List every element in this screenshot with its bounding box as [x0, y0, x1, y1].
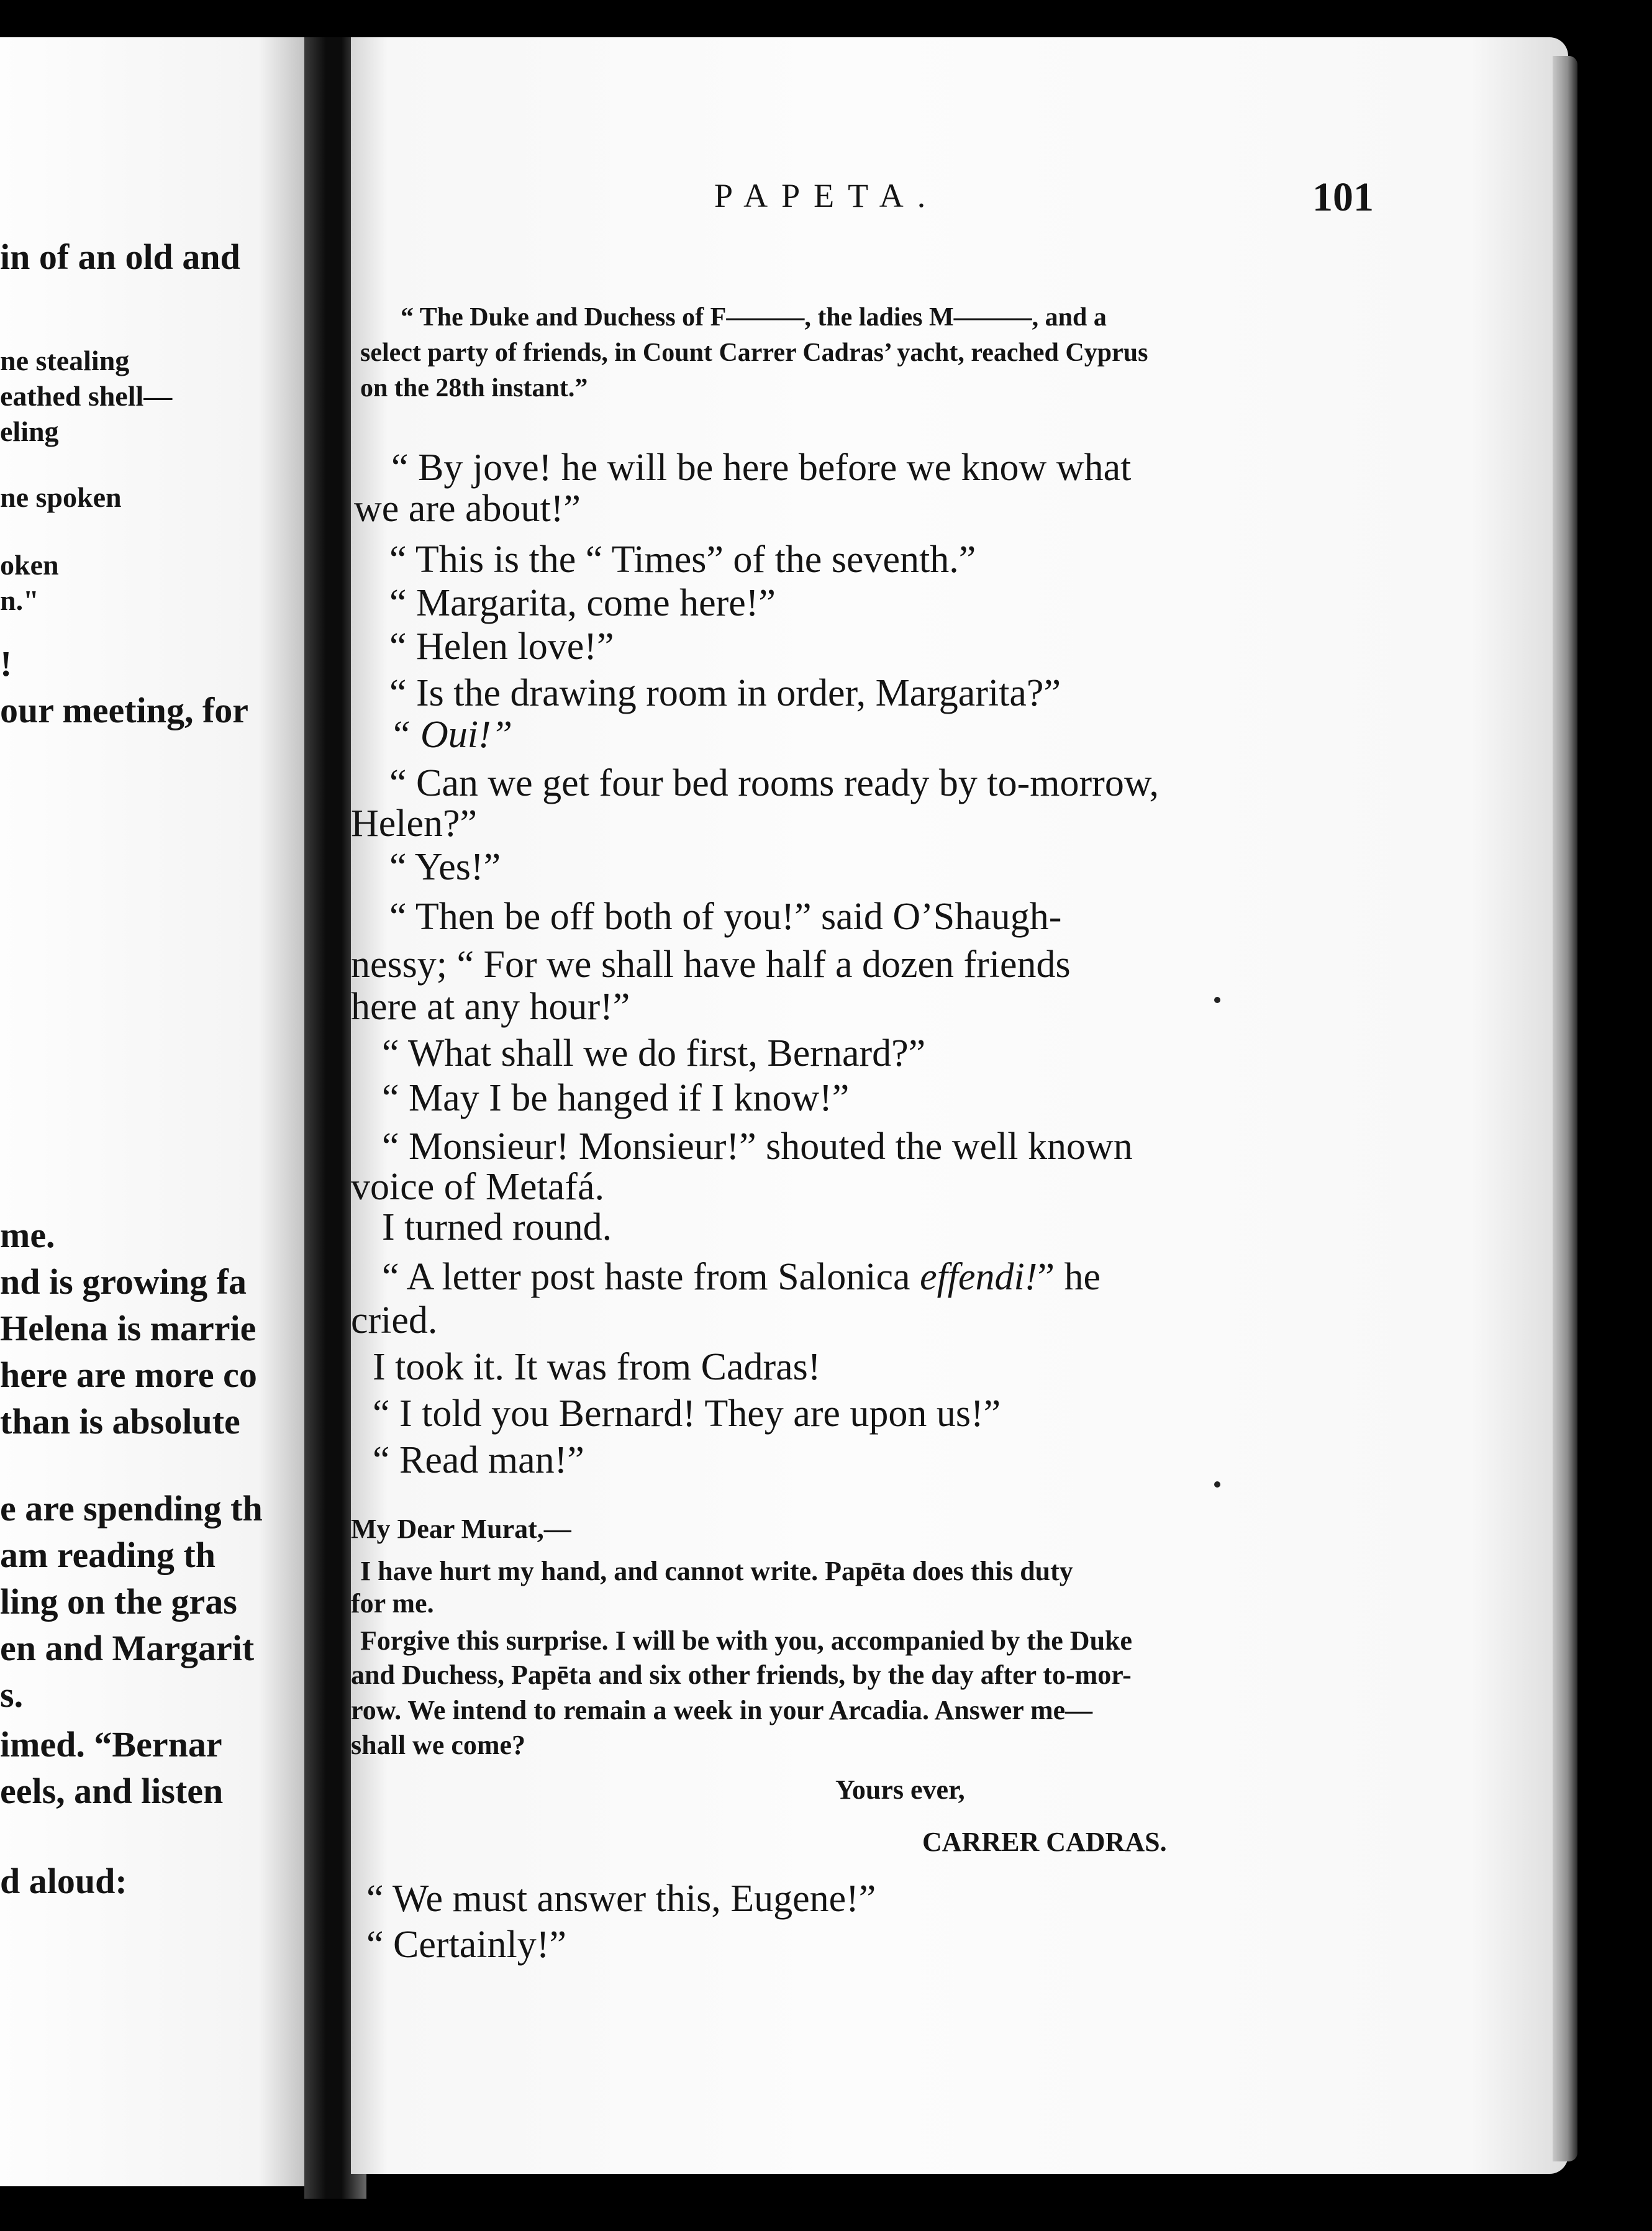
body-line: “ This is the “ Times” of the seventh.” [389, 538, 976, 581]
body-line: “ Yes!” [389, 846, 501, 888]
body-line: “ By jove! he will be here before we know what [391, 447, 1132, 489]
body-line: I turned round. [382, 1206, 612, 1248]
body-line: Helen?” [351, 802, 478, 845]
print-speck [1214, 997, 1220, 1003]
left-line: oken [0, 549, 59, 581]
left-line: eathed shell— [0, 380, 173, 412]
left-line: ! [0, 643, 12, 684]
body-line: “ I told you Bernard! They are upon us!” [373, 1393, 1001, 1435]
body-line: here at any hour!” [351, 986, 630, 1028]
body-line: “ What shall we do first, Bernard?” [382, 1032, 926, 1075]
body-line: “ Can we get four bed rooms ready by to-morrow, [389, 762, 1160, 804]
right-page [351, 37, 1568, 2174]
left-line: Helena is marrie [0, 1308, 256, 1348]
body-line: “ Read man!” [373, 1439, 584, 1481]
left-line: s. [0, 1674, 24, 1715]
letter-closing: Yours ever, [835, 1774, 965, 1805]
body-text: ” he [1037, 1256, 1101, 1298]
body-line: voice of Metafá. [351, 1166, 604, 1208]
left-page [0, 37, 323, 2186]
body-text: “ A letter post haste from Salonica [382, 1256, 910, 1298]
left-line: n." [0, 584, 39, 616]
italic-word: “ Oui!” [389, 714, 513, 756]
left-line: nd is growing fa [0, 1261, 247, 1302]
left-line: d aloud: [0, 1861, 127, 1901]
left-line: imed. “Bernar [0, 1724, 222, 1765]
page-edge [1553, 56, 1577, 2161]
quote-line: select party of friends, in Count Carrer Cadras’ yacht, reached Cyprus [360, 339, 1148, 367]
body-line: “ May I be hanged if I know!” [382, 1077, 850, 1119]
print-speck [1214, 1481, 1220, 1488]
letter-line: Forgive this surprise. I will be with you, accompanied by the Duke [360, 1625, 1133, 1656]
letter-signature: CARRER CADRAS. [922, 1827, 1167, 1857]
body-line: nessy; “ For we shall have half a dozen friends [351, 943, 1071, 986]
left-line: am reading th [0, 1535, 216, 1575]
quote-line: “ The Duke and Duchess of F———, the ladies M———, and a [401, 303, 1107, 332]
left-line: our meeting, for [0, 690, 248, 730]
left-line: than is absolute [0, 1401, 240, 1442]
left-line: ne spoken [0, 481, 122, 513]
body-line: cried. [351, 1299, 438, 1342]
body-line: “ Then be off both of you!” said O’Shaugh- [389, 896, 1062, 938]
left-line: eling [0, 416, 59, 447]
body-line: I took it. It was from Cadras! [373, 1346, 821, 1388]
italic-word: effendi! [920, 1256, 1038, 1298]
letter-line: shall we come? [351, 1730, 526, 1760]
left-line: ne stealing [0, 345, 130, 376]
running-head: PAPETA. [714, 177, 940, 214]
body-line: “ Monsieur! Monsieur!” shouted the well known [382, 1125, 1133, 1168]
body-line: “ Certainly!” [366, 1924, 566, 1966]
left-line: here are more co [0, 1355, 257, 1395]
letter-line: row. We intend to remain a week in your Arcadia. Answer me— [351, 1695, 1093, 1725]
left-line: ling on the gras [0, 1581, 237, 1622]
left-line: eels, and listen [0, 1771, 224, 1811]
body-line: “ Helen love!” [389, 625, 614, 668]
left-line: me. [0, 1215, 55, 1255]
body-line [382, 1258, 1101, 1296]
left-line: en and Margarit [0, 1628, 255, 1668]
body-line: “ We must answer this, Eugene!” [366, 1878, 876, 1920]
body-line: “ Is the drawing room in order, Margarita?” [389, 672, 1061, 714]
body-line: we are about!” [354, 488, 581, 530]
left-line: in of an old and [0, 237, 240, 277]
letter-line: and Duchess, Papēta and six other friends, by the day after to-mor- [351, 1660, 1132, 1690]
letter-salutation: My Dear Murat,— [351, 1514, 571, 1544]
page-number: 101 [1312, 175, 1374, 220]
left-line: e are spending th [0, 1488, 263, 1529]
body-line: “ Margarita, come here!” [389, 582, 776, 624]
letter-line: I have hurt my hand, and cannot write. Papēta does this duty [360, 1556, 1073, 1586]
letter-line: for me. [351, 1588, 434, 1619]
quote-line: on the 28th instant.” [360, 374, 588, 402]
body-line [389, 716, 512, 754]
